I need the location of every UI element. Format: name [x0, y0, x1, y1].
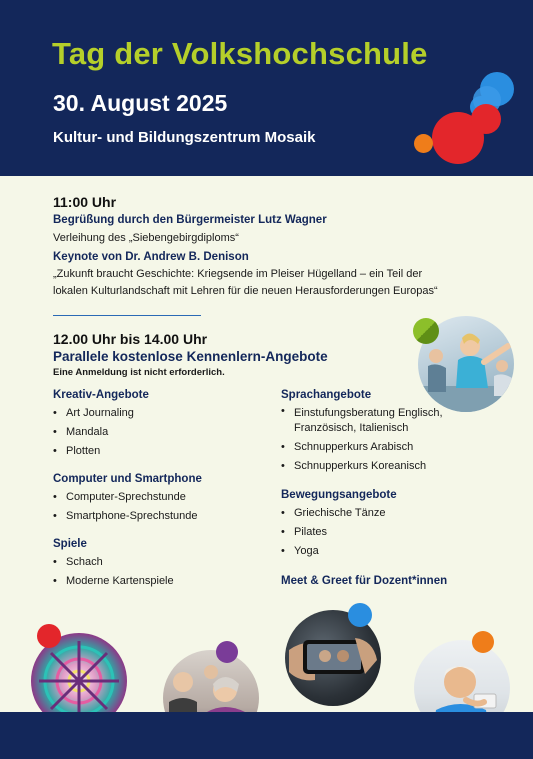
decorative-bubble-red-bottom	[37, 624, 61, 648]
keynote-text-line1: „Zukunft braucht Geschichte: Kriegsende im Pleiser Hügelland – ein Teil der	[53, 268, 423, 280]
computer-list	[53, 488, 197, 526]
list-item: • Smartphone-Sprechstunde	[53, 507, 197, 526]
keynote-text-line2: lokalen Kulturlandschaft mit Lehren für die neuen Herausforderungen Europas“	[53, 285, 438, 297]
decorative-bubble-orange	[414, 134, 433, 153]
spiele-list	[53, 553, 174, 591]
kreativ-heading: Kreativ-Angebote	[53, 389, 149, 401]
event-venue: Kultur- und Bildungszentrum Mosaik	[53, 129, 316, 146]
bewegung-list	[281, 504, 386, 561]
list-item: • Schnupperkurs Arabisch	[281, 438, 481, 457]
keynote-heading: Keynote von Dr. Andrew B. Denison	[53, 251, 249, 263]
section-divider	[53, 315, 201, 316]
greeting-heading: Begrüßung durch den Bürgermeister Lutz Wagner	[53, 214, 327, 226]
time-slot-1100: 11:00 Uhr	[53, 194, 117, 210]
sprache-list	[281, 404, 481, 476]
meet-greet-heading: Meet & Greet für Dozent*innen	[281, 575, 448, 587]
sprache-heading: Sprachangebote	[281, 389, 372, 401]
list-item: • Computer-Sprechstunde	[53, 488, 197, 507]
kreativ-list	[53, 404, 134, 461]
list-item: • Mandala	[53, 423, 134, 442]
list-item: • Griechische Tänze	[281, 504, 386, 523]
list-item: • Pilates	[281, 523, 386, 542]
list-item: • Einstufungsberatung Englisch, Französisch, Italienisch	[281, 404, 481, 438]
registration-note: Eine Anmeldung ist nicht erforderlich.	[53, 367, 225, 378]
bewegung-heading: Bewegungsangebote	[281, 489, 397, 501]
decorative-bubble-blue-bottom	[348, 603, 372, 627]
decorative-bubble-orange-bottom	[472, 631, 494, 653]
list-item: • Schach	[53, 553, 174, 572]
event-title: Tag der Volkshochschule	[52, 36, 428, 71]
list-item: • Art Journaling	[53, 404, 134, 423]
greeting-text: Verleihung des „Siebengebirgdiploms“	[53, 232, 239, 244]
footer-bar	[0, 712, 533, 759]
decorative-bubble-red-small	[471, 104, 501, 134]
list-item: • Moderne Kartenspiele	[53, 572, 174, 591]
parallel-offers-heading: Parallele kostenlose Kennenlern-Angebote	[53, 349, 328, 364]
decorative-bubble-purple	[216, 641, 238, 663]
event-date: 30. August 2025	[53, 90, 228, 116]
computer-heading: Computer und Smartphone	[53, 473, 202, 485]
decorative-bubble-green	[413, 318, 439, 344]
time-slot-1200-1400: 12.00 Uhr bis 14.00 Uhr	[53, 331, 208, 347]
list-item: • Schnupperkurs Koreanisch	[281, 457, 481, 476]
list-item: • Yoga	[281, 542, 386, 561]
header-banner	[0, 0, 533, 176]
list-item: • Plotten	[53, 442, 134, 461]
spiele-heading: Spiele	[53, 538, 87, 550]
